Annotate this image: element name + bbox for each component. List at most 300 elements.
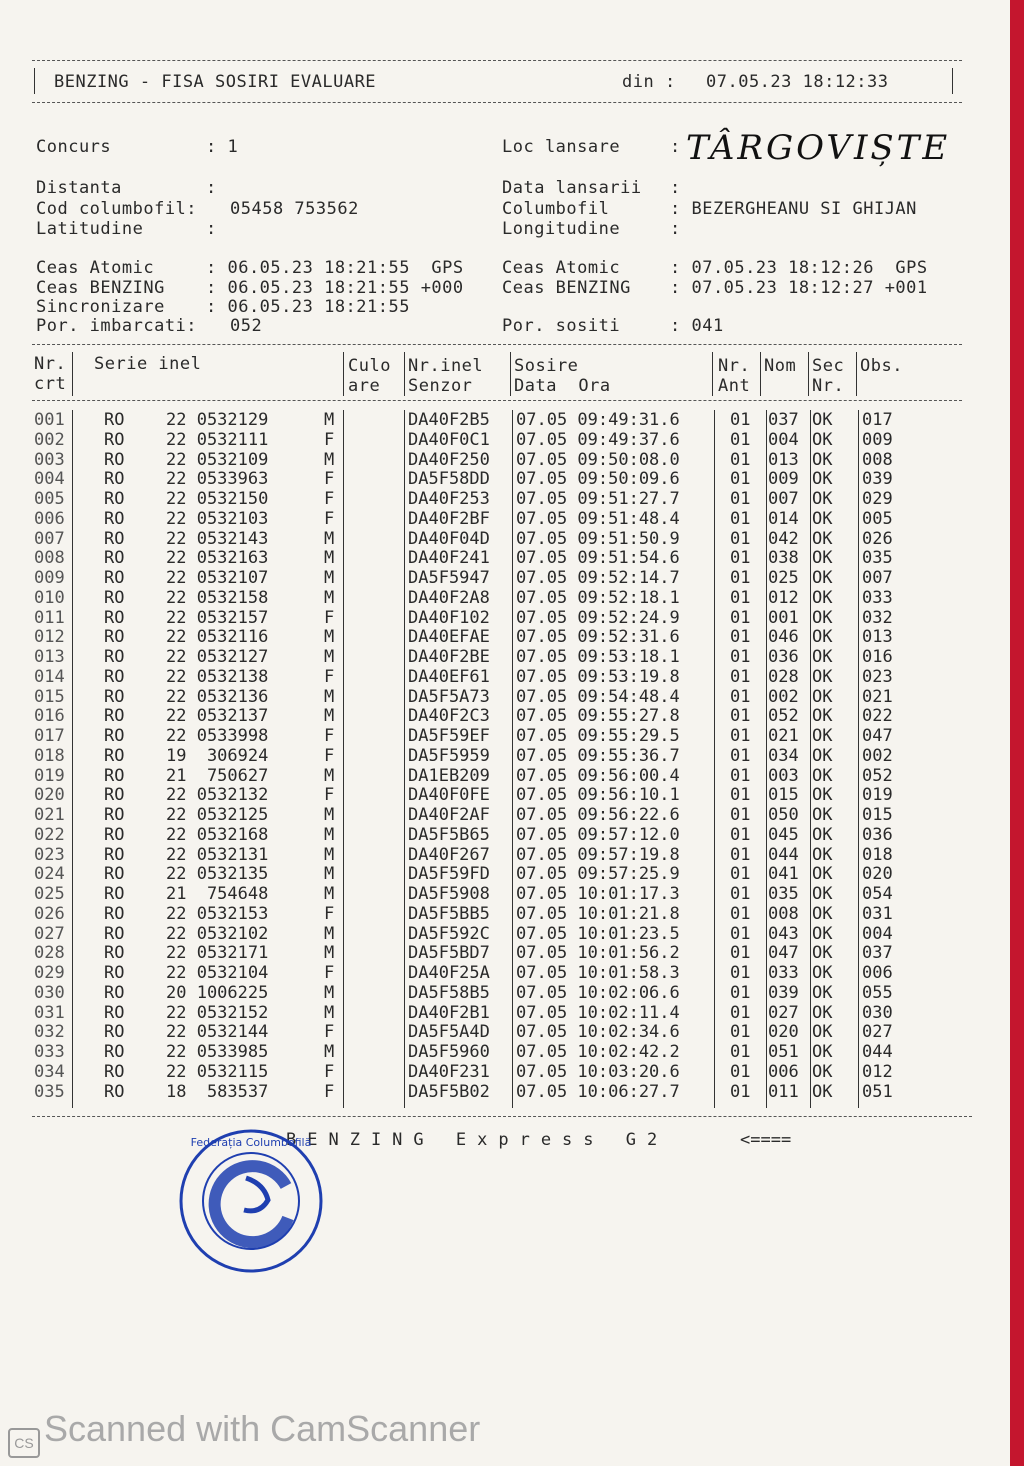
ring-number: 21 754648 — [166, 884, 269, 904]
security-status: OK — [812, 508, 833, 529]
country-code: RO — [104, 666, 125, 687]
nom-number: 011 — [768, 1081, 799, 1102]
antenna-nr: 01 — [730, 627, 751, 648]
country-code: RO — [104, 805, 125, 825]
table-row — [32, 924, 972, 944]
row-number: 016 — [34, 706, 65, 727]
ring-number: 22 0532129 — [166, 410, 269, 430]
sex: M — [324, 410, 335, 430]
table-row — [32, 963, 972, 983]
ring-number: 22 0532143 — [166, 528, 269, 549]
security-status: OK — [812, 824, 833, 845]
security-status: OK — [812, 548, 833, 569]
sex: M — [324, 1042, 335, 1062]
row-number: 034 — [34, 1061, 65, 1082]
security-status: OK — [812, 1061, 833, 1082]
col-nrinel-line2: Senzor — [408, 376, 473, 396]
header-right-bar — [952, 68, 953, 94]
arrival-time: 07.05 10:01:17.3 — [516, 884, 680, 904]
sensor-id: DA40EFAE — [408, 627, 490, 648]
arrival-time: 07.05 09:50:09.6 — [516, 469, 680, 490]
nom-number: 050 — [768, 805, 799, 825]
antenna-nr: 01 — [730, 489, 751, 509]
ring-number: 22 0532137 — [166, 706, 269, 727]
table-header — [32, 352, 962, 396]
nom-number: 008 — [768, 903, 799, 924]
sensor-id: DA5F5959 — [408, 745, 490, 766]
hdr-sep-2 — [343, 352, 344, 396]
table-header-bottom-rule — [32, 400, 962, 401]
concurs-value: : 1 — [206, 137, 239, 157]
sensor-id: DA5F5B02 — [408, 1081, 490, 1102]
row-number: 005 — [34, 489, 65, 509]
antenna-nr: 01 — [730, 666, 751, 687]
observation: 006 — [862, 963, 893, 983]
por-imbarcati-label: Por. imbarcati: — [36, 316, 198, 336]
arrival-time: 07.05 09:49:31.6 — [516, 410, 680, 430]
table-header-top-rule — [32, 344, 962, 345]
table-row — [32, 845, 972, 865]
sex: M — [324, 805, 335, 825]
distanta-label: Distanta — [36, 178, 122, 198]
sensor-id: DA40F0C1 — [408, 429, 490, 450]
arrival-time: 07.05 10:02:42.2 — [516, 1042, 680, 1062]
sex: F — [324, 429, 335, 450]
row-number: 008 — [34, 548, 65, 569]
hdr-sep-6 — [760, 352, 761, 396]
observation: 009 — [862, 429, 893, 450]
hdr-sep-5 — [712, 352, 713, 396]
sensor-id: DA5F59EF — [408, 726, 490, 746]
loc-lansare-handwritten: TÂRGOVIȘTE — [686, 128, 951, 168]
country-code: RO — [104, 824, 125, 845]
nom-number: 025 — [768, 568, 799, 588]
col-sec-line2: Nr. — [812, 376, 845, 396]
security-status: OK — [812, 1002, 833, 1023]
sex: M — [324, 1002, 335, 1023]
security-status: OK — [812, 449, 833, 470]
report-title: BENZING - FISA SOSIRI EVALUARE — [54, 72, 377, 92]
observation: 035 — [862, 548, 893, 569]
observation: 005 — [862, 508, 893, 529]
ring-number: 22 0533963 — [166, 469, 269, 490]
arrival-time: 07.05 09:54:48.4 — [516, 686, 680, 707]
observation: 018 — [862, 844, 893, 865]
antenna-nr: 01 — [730, 410, 751, 430]
country-code: RO — [104, 489, 125, 509]
antenna-nr: 01 — [730, 508, 751, 529]
security-status: OK — [812, 469, 833, 490]
observation: 007 — [862, 568, 893, 588]
row-number: 007 — [34, 528, 65, 549]
ring-number: 22 0532102 — [166, 923, 269, 944]
por-sositi-label: Por. sositi — [502, 316, 621, 336]
observation: 037 — [862, 943, 893, 964]
ring-number: 22 0532168 — [166, 824, 269, 845]
security-status: OK — [812, 1022, 833, 1043]
antenna-nr: 01 — [730, 805, 751, 825]
arrival-time: 07.05 09:55:29.5 — [516, 726, 680, 746]
col-sosire-line2: Data Ora — [514, 376, 611, 396]
antenna-nr: 01 — [730, 726, 751, 746]
nom-number: 047 — [768, 943, 799, 964]
header-left-bar — [34, 68, 35, 94]
row-number: 019 — [34, 765, 65, 786]
table-row — [32, 1082, 972, 1102]
sex: F — [324, 745, 335, 766]
table-row — [32, 706, 972, 726]
observation: 012 — [862, 1061, 893, 1082]
nom-number: 007 — [768, 489, 799, 509]
row-number: 014 — [34, 666, 65, 687]
arrival-time: 07.05 09:57:19.8 — [516, 844, 680, 865]
observation: 055 — [862, 982, 893, 1003]
security-status: OK — [812, 726, 833, 746]
nom-number: 001 — [768, 607, 799, 628]
nom-number: 028 — [768, 666, 799, 687]
arrival-time: 07.05 09:51:50.9 — [516, 528, 680, 549]
table-row — [32, 1022, 972, 1042]
from-label: din : — [622, 72, 676, 92]
observation: 031 — [862, 903, 893, 924]
nom-number: 037 — [768, 410, 799, 430]
sex: F — [324, 469, 335, 490]
security-status: OK — [812, 963, 833, 983]
observation: 047 — [862, 726, 893, 746]
observation: 033 — [862, 587, 893, 608]
security-status: OK — [812, 864, 833, 885]
ring-number: 22 0532109 — [166, 449, 269, 470]
sensor-id: DA5F5947 — [408, 568, 490, 588]
row-number: 018 — [34, 745, 65, 766]
row-number: 028 — [34, 943, 65, 964]
antenna-nr: 01 — [730, 943, 751, 964]
sex: M — [324, 943, 335, 964]
nom-number: 038 — [768, 548, 799, 569]
nom-number: 013 — [768, 449, 799, 470]
nom-number: 014 — [768, 508, 799, 529]
ring-number: 18 583537 — [166, 1081, 269, 1102]
row-number: 030 — [34, 982, 65, 1003]
row-number: 013 — [34, 647, 65, 667]
table-row — [32, 469, 972, 489]
sensor-id: DA40F241 — [408, 548, 490, 569]
row-number: 003 — [34, 449, 65, 470]
sensor-id: DA40F2B1 — [408, 1002, 490, 1023]
loc-lansare-label: Loc lansare — [502, 137, 621, 157]
arrival-time: 07.05 09:50:08.0 — [516, 449, 680, 470]
nom-number: 003 — [768, 765, 799, 786]
country-code: RO — [104, 1002, 125, 1023]
nom-number: 004 — [768, 429, 799, 450]
header-bottom-rule — [32, 102, 962, 103]
arrival-time: 07.05 09:51:27.7 — [516, 489, 680, 509]
security-status: OK — [812, 607, 833, 628]
loc-lansare-colon: : — [670, 137, 681, 157]
antenna-nr: 01 — [730, 765, 751, 786]
row-number: 002 — [34, 429, 65, 450]
table-row — [32, 864, 972, 884]
nom-number: 015 — [768, 785, 799, 806]
ring-number: 22 0532157 — [166, 607, 269, 628]
sex: M — [324, 844, 335, 865]
benzing-express-banner: BENZING Express G2 — [286, 1130, 669, 1150]
country-code: RO — [104, 765, 125, 786]
ring-number: 21 750627 — [166, 765, 269, 786]
sensor-id: DA1EB209 — [408, 765, 490, 786]
country-code: RO — [104, 429, 125, 450]
security-status: OK — [812, 785, 833, 806]
sensor-id: DA40F04D — [408, 528, 490, 549]
col-obs: Obs. — [860, 356, 903, 376]
observation: 017 — [862, 410, 893, 430]
arrival-time: 07.05 09:51:48.4 — [516, 508, 680, 529]
sensor-id: DA40F250 — [408, 449, 490, 470]
country-code: RO — [104, 410, 125, 430]
sex: M — [324, 587, 335, 608]
antenna-nr: 01 — [730, 1061, 751, 1082]
antenna-nr: 01 — [730, 844, 751, 865]
data-lansarii-label: Data lansarii — [502, 178, 642, 198]
observation: 004 — [862, 923, 893, 944]
ring-number: 19 306924 — [166, 745, 269, 766]
observation: 036 — [862, 824, 893, 845]
nom-number: 033 — [768, 963, 799, 983]
table-bottom-rule — [32, 1116, 972, 1117]
sensor-id: DA5F5908 — [408, 884, 490, 904]
nom-number: 006 — [768, 1061, 799, 1082]
sex: F — [324, 903, 335, 924]
row-number: 035 — [34, 1081, 65, 1102]
arrival-time: 07.05 10:01:21.8 — [516, 903, 680, 924]
security-status: OK — [812, 528, 833, 549]
security-status: OK — [812, 745, 833, 766]
country-code: RO — [104, 528, 125, 549]
observation: 052 — [862, 765, 893, 786]
security-status: OK — [812, 903, 833, 924]
row-number: 001 — [34, 410, 65, 430]
arrival-time: 07.05 09:52:14.7 — [516, 568, 680, 588]
federation-stamp — [176, 1126, 326, 1276]
antenna-nr: 01 — [730, 1002, 751, 1023]
table-row — [32, 805, 972, 825]
col-sec-line1: Sec — [812, 356, 845, 376]
cod-label: Cod columbofil: — [36, 199, 198, 219]
ring-number: 22 0532138 — [166, 666, 269, 687]
observation: 030 — [862, 1002, 893, 1023]
col-nrinel-line1: Nr.inel — [408, 356, 484, 376]
table-row — [32, 1042, 972, 1062]
antenna-nr: 01 — [730, 884, 751, 904]
arrival-time: 07.05 10:06:27.7 — [516, 1081, 680, 1102]
country-code: RO — [104, 726, 125, 746]
antenna-nr: 01 — [730, 745, 751, 766]
table-row — [32, 568, 972, 588]
country-code: RO — [104, 607, 125, 628]
country-code: RO — [104, 1061, 125, 1082]
security-status: OK — [812, 686, 833, 707]
arrival-time: 07.05 09:53:18.1 — [516, 647, 680, 667]
table-row — [32, 430, 972, 450]
observation: 039 — [862, 469, 893, 490]
security-status: OK — [812, 1042, 833, 1062]
security-status: OK — [812, 410, 833, 430]
col-nr-line1: Nr. — [34, 354, 67, 374]
antenna-nr: 01 — [730, 923, 751, 944]
hdr-sep-8 — [856, 352, 857, 396]
col-ant-line1: Nr. — [718, 356, 751, 376]
camscanner-watermark: Scanned with CamScanner — [44, 1408, 481, 1449]
ceas-atomic-right-value: : 07.05.23 18:12:26 GPS — [670, 258, 928, 278]
sensor-id: DA40F2B5 — [408, 410, 490, 430]
from-datetime: 07.05.23 18:12:33 — [706, 72, 889, 92]
table-row — [32, 884, 972, 904]
row-number: 011 — [34, 607, 65, 628]
table-row — [32, 627, 972, 647]
antenna-nr: 01 — [730, 1042, 751, 1062]
arrival-time: 07.05 09:56:22.6 — [516, 805, 680, 825]
table-row — [32, 766, 972, 786]
sex: F — [324, 508, 335, 529]
observation: 026 — [862, 528, 893, 549]
sensor-id: DA40F2BE — [408, 647, 490, 667]
table-row — [32, 667, 972, 687]
sensor-id: DA40F2A8 — [408, 587, 490, 608]
col-ant-line2: Ant — [718, 376, 751, 396]
sex: M — [324, 982, 335, 1003]
country-code: RO — [104, 627, 125, 648]
country-code: RO — [104, 844, 125, 865]
latitudine-value: : — [206, 219, 217, 239]
antenna-nr: 01 — [730, 824, 751, 845]
arrivals-table-body — [32, 410, 972, 1101]
arrival-time: 07.05 09:52:18.1 — [516, 587, 680, 608]
country-code: RO — [104, 943, 125, 964]
red-edge — [1010, 0, 1024, 1466]
table-row — [32, 825, 972, 845]
sex: M — [324, 864, 335, 885]
ring-number: 22 0533998 — [166, 726, 269, 746]
sex: M — [324, 568, 335, 588]
nom-number: 034 — [768, 745, 799, 766]
table-row — [32, 746, 972, 766]
nom-number: 041 — [768, 864, 799, 885]
antenna-nr: 01 — [730, 686, 751, 707]
longitudine-value: : — [670, 219, 681, 239]
arrival-time: 07.05 10:02:06.6 — [516, 982, 680, 1003]
ring-number: 22 0532152 — [166, 1002, 269, 1023]
antenna-nr: 01 — [730, 982, 751, 1003]
security-status: OK — [812, 429, 833, 450]
col-culoare-line2: are — [348, 376, 381, 396]
antenna-nr: 01 — [730, 963, 751, 983]
row-number: 010 — [34, 587, 65, 608]
nom-number: 035 — [768, 884, 799, 904]
antenna-nr: 01 — [730, 706, 751, 727]
nom-number: 009 — [768, 469, 799, 490]
country-code: RO — [104, 785, 125, 806]
hdr-sep-1 — [72, 352, 73, 396]
sex: M — [324, 627, 335, 648]
sensor-id: DA5F58DD — [408, 469, 490, 490]
longitudine-label: Longitudine — [502, 219, 621, 239]
row-number: 022 — [34, 824, 65, 845]
ring-number: 22 0532116 — [166, 627, 269, 648]
row-number: 004 — [34, 469, 65, 490]
sex: F — [324, 1022, 335, 1043]
col-nr-line2: crt — [34, 374, 67, 394]
sex: F — [324, 726, 335, 746]
columbofil-value: : BEZERGHEANU SI GHIJAN — [670, 199, 917, 219]
antenna-nr: 01 — [730, 647, 751, 667]
stamp-text: Federația Columbofilă — [190, 1136, 312, 1149]
row-number: 021 — [34, 805, 65, 825]
col-serie-inel: Serie inel — [94, 354, 202, 374]
sensor-id: DA5F59FD — [408, 864, 490, 885]
hdr-sep-4 — [510, 352, 511, 396]
sensor-id: DA40EF61 — [408, 666, 490, 687]
ring-number: 22 0532158 — [166, 587, 269, 608]
ceas-benzing-right-label: Ceas BENZING — [502, 278, 631, 298]
security-status: OK — [812, 568, 833, 588]
sex: F — [324, 666, 335, 687]
nom-number: 042 — [768, 528, 799, 549]
security-status: OK — [812, 805, 833, 825]
security-status: OK — [812, 884, 833, 904]
country-code: RO — [104, 864, 125, 885]
nom-number: 039 — [768, 982, 799, 1003]
observation: 016 — [862, 647, 893, 667]
ring-number: 22 0532136 — [166, 686, 269, 707]
antenna-nr: 01 — [730, 568, 751, 588]
table-row — [32, 450, 972, 470]
row-number: 015 — [34, 686, 65, 707]
sensor-id: DA40F2AF — [408, 805, 490, 825]
table-row — [32, 509, 972, 529]
security-status: OK — [812, 706, 833, 727]
arrival-time: 07.05 09:56:00.4 — [516, 765, 680, 786]
antenna-nr: 01 — [730, 785, 751, 806]
security-status: OK — [812, 489, 833, 509]
sensor-id: DA40F25A — [408, 963, 490, 983]
security-status: OK — [812, 765, 833, 786]
observation: 054 — [862, 884, 893, 904]
sex: M — [324, 765, 335, 786]
table-row — [32, 726, 972, 746]
sensor-id: DA40F2C3 — [408, 706, 490, 727]
sensor-id: DA5F5960 — [408, 1042, 490, 1062]
data-lansarii-value: : — [670, 178, 681, 198]
security-status: OK — [812, 666, 833, 687]
nom-number: 045 — [768, 824, 799, 845]
country-code: RO — [104, 1042, 125, 1062]
cod-value: 05458 753562 — [230, 199, 359, 219]
nom-number: 020 — [768, 1022, 799, 1043]
antenna-nr: 01 — [730, 1022, 751, 1043]
ring-number: 22 0532125 — [166, 805, 269, 825]
antenna-nr: 01 — [730, 864, 751, 885]
arrival-time: 07.05 09:53:19.8 — [516, 666, 680, 687]
country-code: RO — [104, 1081, 125, 1102]
ring-number: 22 0532107 — [166, 568, 269, 588]
row-number: 031 — [34, 1002, 65, 1023]
sex: M — [324, 706, 335, 727]
footer-arrow: <==== — [740, 1130, 792, 1150]
antenna-nr: 01 — [730, 449, 751, 470]
sincronizare-value: : 06.05.23 18:21:55 — [206, 297, 410, 317]
ceas-atomic-left-value: : 06.05.23 18:21:55 GPS — [206, 258, 464, 278]
observation: 023 — [862, 666, 893, 687]
